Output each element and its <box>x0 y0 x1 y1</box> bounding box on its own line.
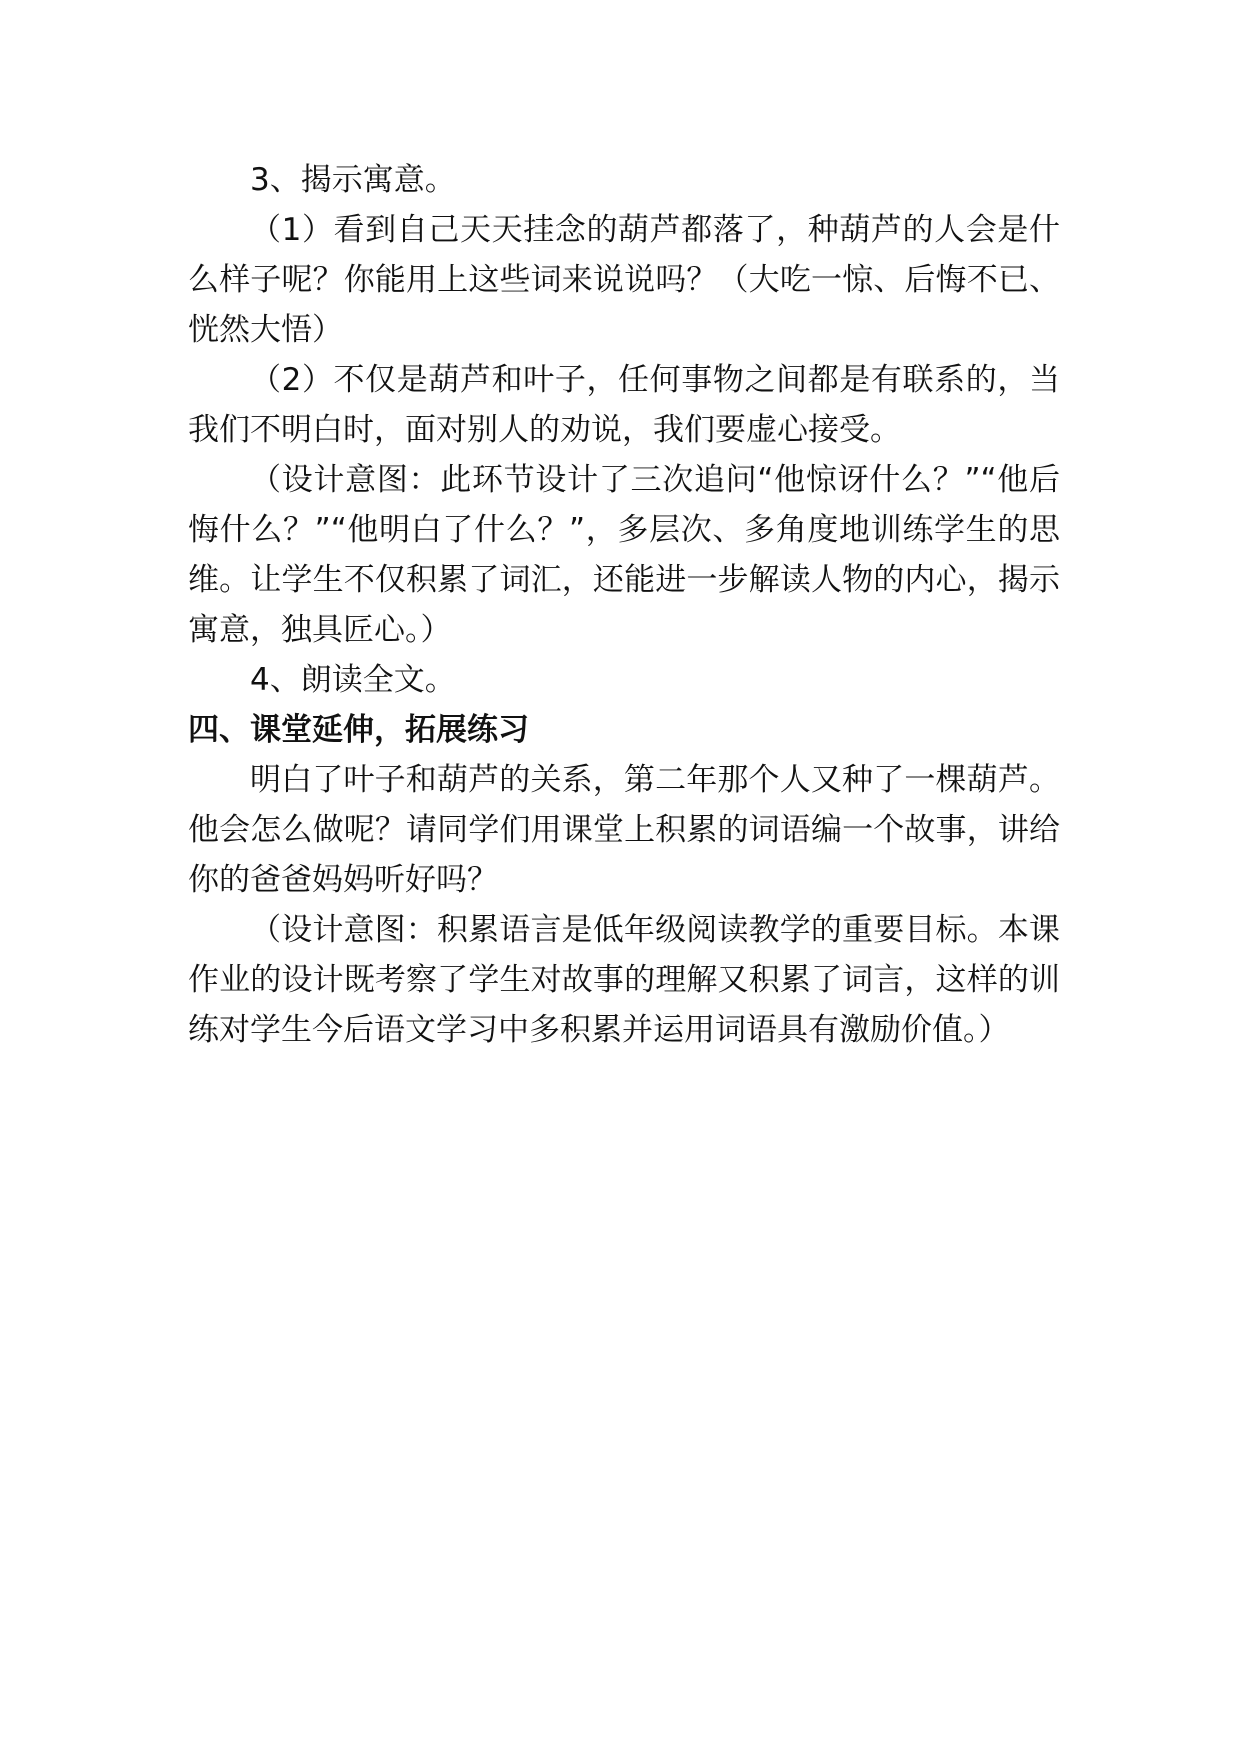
design-intent-paragraph-2: （设计意图：积累语言是低年级阅读教学的重要目标。本课作业的设计既考察了学生对故事的理解又积累了词言，这样的训练对学生今后语文学习中多积累并运用词语具有激励价值。） <box>188 912 1060 1048</box>
step-4-read-aloud: 4、朗读全文。 <box>250 662 456 698</box>
design-intent-paragraph-1: （设计意图：此环节设计了三次追问“他惊讶什么？”“他后悔什么？”“他明白了什么？”，多层次、多角度地训练学生的思维。让学生不仅积累了词汇，还能进一步解读人物的内心，揭示寓意，独具匠心。） <box>188 462 1060 648</box>
section-heading-4: 四、课堂延伸，拓展练习 <box>188 712 529 748</box>
point-2-paragraph: （2）不仅是葫芦和叶子，任何事物之间都是有联系的，当我们不明白时，面对别人的劝说，我们要虚心接受。 <box>188 362 1060 448</box>
extension-exercise-paragraph: 明白了叶子和葫芦的关系，第二年那个人又种了一棵葫芦。他会怎么做呢？请同学们用课堂上积累的词语编一个故事，讲给你的爸爸妈妈听好吗？ <box>188 762 1060 898</box>
document-page <box>188 155 1060 1055</box>
step-3-reveal-moral: 3、揭示寓意。 <box>250 162 456 198</box>
question-1-paragraph: （1）看到自己天天挂念的葫芦都落了，种葫芦的人会是什么样子呢？你能用上这些词来说说吗？（大吃一惊、后悔不已、恍然大悟） <box>188 212 1060 348</box>
